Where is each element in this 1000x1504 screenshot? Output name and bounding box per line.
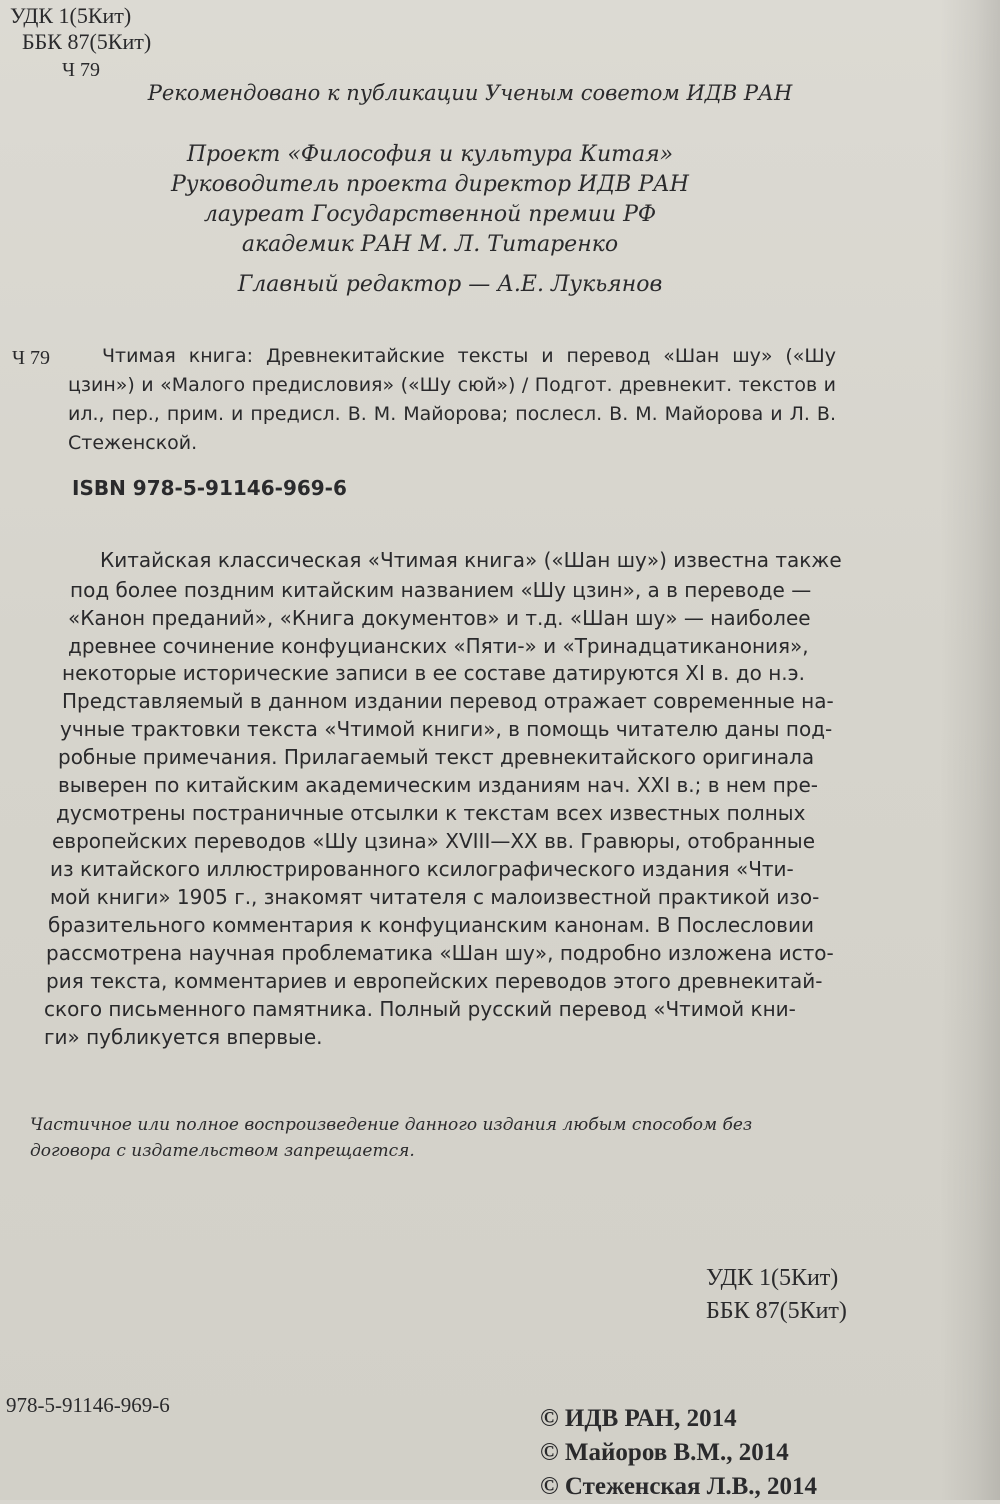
udk-code-bottom: УДК 1(5Кит) [706,1265,839,1291]
project-line: академик РАН М. Л. Титаренко [241,232,619,257]
abstract-line: рия текста, комментариев и европейских переводов этого древнекитай- [46,969,823,993]
abstract-line: Представляемый в данном издании перевод отражает современные на- [62,689,834,713]
abstract-line: европейских переводов «Шу цзина» XVIII—XX вв. Гравюры, отобранные [52,829,816,853]
project-line: Проект «Философия и культура Китая» [186,142,674,167]
page-shadow-edge [940,0,1000,1500]
abstract-line: ского письменного памятника. Полный русский перевод «Чтимой кни- [44,997,796,1021]
abstract-line: ги» публикуется впервые. [44,1025,323,1049]
abstract-line: бразительного комментария к конфуцианским канонам. В Послесловии [48,913,814,937]
project-block [150,140,710,260]
abstract-line: из китайского иллюстрированного ксилографического издания «Чти- [50,857,794,881]
abstract-line: рассмотрена научная проблематика «Шан шу», подробно изложена исто- [46,941,834,965]
bbk-code-bottom: ББК 87(5Кит) [706,1298,847,1324]
abstract-line: «Канон преданий», «Книга документов» и т.д. «Шан шу» — наиболее [68,606,811,630]
abstract-line: мой книги» 1905 г., знакомят читателя с малоизвестной практикой изо- [50,885,820,909]
bbk-code-top: ББК 87(5Кит) [22,29,152,54]
abstract-line: дусмотрены постраничные отсылки к текстам всех известных полных [56,801,806,825]
copyright-line: © ИДВ РАН, 2014 [540,1405,737,1432]
recommendation-line: Рекомендовано к публикации Ученым советом ИДВ РАН [147,81,793,105]
abstract-line: под более поздним китайским названием «Шу цзин», а в переводе — [70,578,812,602]
isbn-bottom: 978-5-91146-969-6 [6,1393,170,1417]
reproduction-notice: Частичное или полное воспроизведение данного издания любым способом без договора с издательством запрещается. [30,1115,753,1161]
bibliographic-entry: Чтимая книга: Древнекитайские тексты и перевод «Шан шу» («Шу цзин») и «Малого предисловия» («Шу сюй») / Подгот. древнекит. текстов и ил., пер., прим. и предисл. В. М. Майорова; послесл. В. М. Майорова и Л. В. Стеженской. [68,345,836,454]
project-line: Руководитель проекта директор ИДВ РАН [170,172,689,197]
copyright-line: © Майоров В.М., 2014 [540,1439,789,1466]
abstract-line: древнее сочинение конфуцианских «Пяти-» и «Тринадцатиканония», [68,634,809,658]
chief-editor: Главный редактор — А.Е. Лукьянов [237,272,663,297]
udk-code-top: УДК 1(5Кит) [10,3,132,28]
abstract-line: робные примечания. Прилагаемый текст древнекитайского оригинала [58,745,815,769]
project-line: лауреат Государственной премии РФ [203,202,657,227]
abstract-line: выверен по китайским академическим изданиям нач. XXI в.; в нем пре- [58,773,819,797]
abstract-line: учные трактовки текста «Чтимой книги», в помощь читателю даны под- [60,717,833,741]
abstract-line: Китайская классическая «Чтимая книга» («Шан шу») известна также [100,548,842,572]
copyright-line: © Стеженская Л.В., 2014 [540,1473,818,1500]
isbn-line: ISBN 978-5-91146-969-6 [72,476,347,500]
author-mark-top: Ч 79 [62,59,100,81]
bibliographic-mark: Ч 79 [12,347,50,369]
abstract-line: некоторые исторические записи в ее составе датируются XI в. до н.э. [62,661,805,685]
